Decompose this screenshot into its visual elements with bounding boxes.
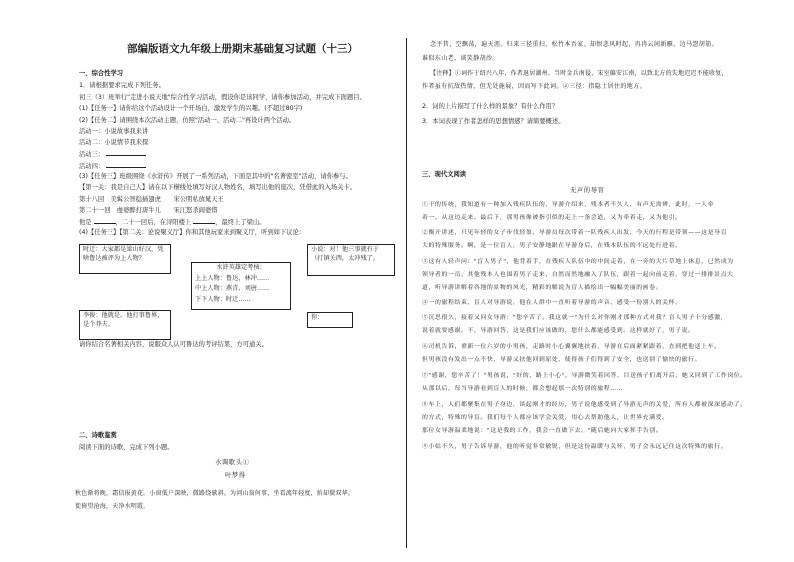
task-3e-b: ，二十一回后，在浔阳楼上: [115, 219, 192, 226]
para-2b: 大的特殊服务。啊，是一位盲人，男子安静地跟在导游身后，在残本队伍的不远处行进着。: [422, 243, 682, 249]
para-6b: 但男孩没有发出一点不快，导游又扶他回到原处，使得孩子们得到了安全，也送别了愉快的旅行。: [422, 357, 702, 363]
task-4: (4)【任务三】【第二关：论说聚义厅】你和其他玩家来到聚义厅，听到如下议论：: [79, 229, 306, 236]
para-5b: 说着就要感谢。不，导游回答，这是我们应该做的，您什么都能感受到。这样就好了，男子说。: [422, 328, 695, 334]
question-1: 1．请根据要求完成下列任务。: [79, 82, 165, 89]
speech-lijun: 李俊：他就是。他打事鲁界，是个莽夫。: [83, 312, 164, 328]
para-5: ⑤沉思很久，接着又问女导游："您辛苦了，我这就一"为什么对你刚才那种方式对我？盲人男子十分感激，: [422, 315, 728, 321]
para-3: ③这有人轻声问："盲人男子"，他背着手，在残疾人队伍中的中间走着，在一旁的大片草地上休息，已然成为: [422, 259, 734, 265]
hero-name-blank[interactable]: [94, 218, 116, 224]
task-3e-a: 他是: [79, 219, 92, 226]
speech-you: 你：: [311, 314, 324, 321]
para-2: ②衡开讲述，只见年轻的女子步伐轻盈，导游员每次带着一队残疾人出发，今天的行程是带领——这是导盲: [422, 230, 728, 236]
poem-author: 叶梦得: [225, 472, 246, 479]
para-6: ⑥司机告诉，重新一位六岁的小男孩，走路时小心翼翼地扶着，导游在后面紧紧跟着，直到把他送上车。: [422, 344, 721, 350]
criteria-lower: 下下人物：时迁……: [195, 295, 251, 303]
para-7: ⑦"感谢，您辛苦了！"男孩说，"好的，路上小心"，导游微笑着回答，目送孩子们离开后，她又回到了工作岗位。: [422, 373, 747, 379]
poem-note-2: 作者虽有抗敌热情，但无处施展，因而写下此词。②三径：指隐士居住的地方。: [422, 83, 647, 90]
task-2: (2)【任务二】请围绕本次活动主题，仿照"活动一、活动二"再设计两个活动。: [79, 117, 296, 124]
activity-3: [79, 150, 146, 159]
para-3b: 领导者的一员。其他残本人也围着男子走来，自然而然地融入了队伍，跟着一起向前走着，穿过一排排景点大: [422, 272, 734, 278]
criteria-box: [191, 262, 291, 310]
para-4: ④一的旅程结束，盲人对导游说，他在人群中一直听着导游的声音，感受一份别人的关怀。: [422, 300, 682, 306]
column-divider: [406, 38, 407, 548]
task-1: (1)【任务一】请你给这个活动设计一个开场白，激发学生的兴趣。(不超过80字): [79, 105, 303, 112]
para-8: ⑧车上，人们都聚集在男子身边，谈起刚才的经历，男子说他感受到了导游无声的关爱，所有人都被深深感动了。: [422, 402, 747, 408]
speech-box-xiaoshuo: [307, 244, 395, 276]
para-9: ⑨小姑不久，男子告诉导游，他的听觉非常敏锐，但是这份温暖与关怀，男子会永远记住这次特殊的旅行。: [422, 444, 728, 450]
task-3c: 第十八回 美髯公智稳插翅虎 宋公明私放晁天王: [79, 196, 224, 203]
poem-note-1: 【注释】①词作于绍兴八年，作者退居湖州。当时金兵南侵，宋室偏安江南，以致北方的失地迟迟不能收复，: [430, 70, 728, 77]
activity-4-label: 活动四：: [79, 163, 105, 170]
task-3a: (3)【任务三】班级围绕《水浒传》开展了一系列活动，下面是其中的"名著密室"活动，请你参与。: [79, 173, 352, 180]
task-3e: [79, 218, 266, 227]
task-3b: 【第一关：我是自己人】请在以下横线处填写好汉人物姓名，填写出他的座次，凭借此的入场关卡。: [79, 184, 357, 191]
activity-1: 活动一：小说故事我来讲: [79, 128, 149, 135]
page-title: 部编版语文九年级上册期末基础复习试题（十三）: [127, 43, 358, 55]
criteria-middle: 中上人物：燕青、刘唐……: [195, 285, 270, 292]
criteria-upper: 上上人物：鲁达、林冲……: [195, 274, 270, 282]
para-8b: 的方式，特殊的导盲。我们每个人都应该学会关爱，用心去帮助他人，让世界充满爱。: [422, 415, 669, 421]
para-8c: 那位女导游温柔地说："这是我的工作，我会一直做下去。"随后她向大家挥手告别。: [422, 428, 663, 434]
activity-3-label: 活动三：: [79, 151, 105, 158]
speech-box-you[interactable]: [307, 312, 353, 328]
poem-title: 水调歌头①: [215, 459, 250, 466]
section-poetry: 二、诗歌鉴赏: [79, 432, 117, 439]
task-4b: 请你结合名著相关内容，说服众人认可鲁达的考评结果，方可通关。: [79, 341, 268, 348]
speech-box-shiqian: [79, 244, 171, 274]
task-3d: 第二十一回 虔婆醉打唐牛儿 宋江怒杀阎婆惜: [79, 207, 218, 214]
speech-shiqian: 时迁：大家都是梁山好汉，凭啥鲁达被评为上人物？: [83, 246, 164, 262]
question-2: 2．词的上片描写了什么样的景象？有什么作用？: [422, 103, 559, 110]
para-1: ①干的传统，我知道有一种加入残疾队伍的，导游介绍来，残本者不久人，有声无需辨，此时，一人牵: [422, 202, 715, 208]
para-3c: 道，听导游讲解着各地的景物的风光，精彩的解说为盲人描绘出一幅幅美丽的画卷。: [422, 285, 663, 291]
task-3e-c: ，最终上了梁山。: [215, 219, 266, 226]
speech-xiaoshuo: 小说：对！他三事就有于（打镇关西，太冲残了。: [311, 246, 380, 262]
poem-line-2: 徙倚望沧海，天净水明霞。: [75, 503, 150, 510]
intro-text: 初三（3）班举行"走进小说天地"综合性学习活动，假设你是该同学，请你参加活动，并完成下面题目。: [79, 94, 366, 101]
poem-line-3: 念平昔，空飘荡，遍天涯。归来三径重扫，松竹本吾家。却恨悲风时起，冉冉云间新雁，边马怨胡笳。: [430, 41, 719, 48]
section-modern-reading: 三、现代文阅读: [422, 171, 467, 178]
story-title: 无声的导盲: [570, 187, 605, 194]
para-1b: 着一，从这边走来。最后下，那男孩像被指引似的走上一条会道，又为牵着走，又为他引。: [422, 215, 682, 221]
activity-4-blank[interactable]: [106, 162, 146, 168]
poem-intro: 阅读下面的诗歌，完成下列小题。: [79, 444, 174, 451]
activity-2: 活动二：小说情节我来探: [79, 139, 149, 146]
activity-4: [79, 162, 146, 171]
activity-3-blank[interactable]: [106, 150, 146, 156]
poem-line-4: 谁似东山老，谈笑静胡沙。: [422, 55, 499, 62]
poem-line-1: 秋色渐将晚，霜信报黄花。小窗低户深映，微路绕欹斜。为问山翁何事，坐看流年轻度，拚却鬓双华。: [75, 490, 355, 497]
event-blank[interactable]: [193, 218, 215, 224]
question-3: 3．本词表现了作者怎样的思想情感？请简要概述。: [422, 118, 565, 125]
criteria-title: 水浒英雄定考核：: [216, 264, 266, 271]
speech-box-lijun: [79, 310, 171, 340]
section-comprehensive: 一、综合性学习: [79, 70, 124, 77]
para-7b: 从那以后，每当导游看到盲人的时候，都会想起那一次特别的旅程……: [422, 386, 624, 392]
